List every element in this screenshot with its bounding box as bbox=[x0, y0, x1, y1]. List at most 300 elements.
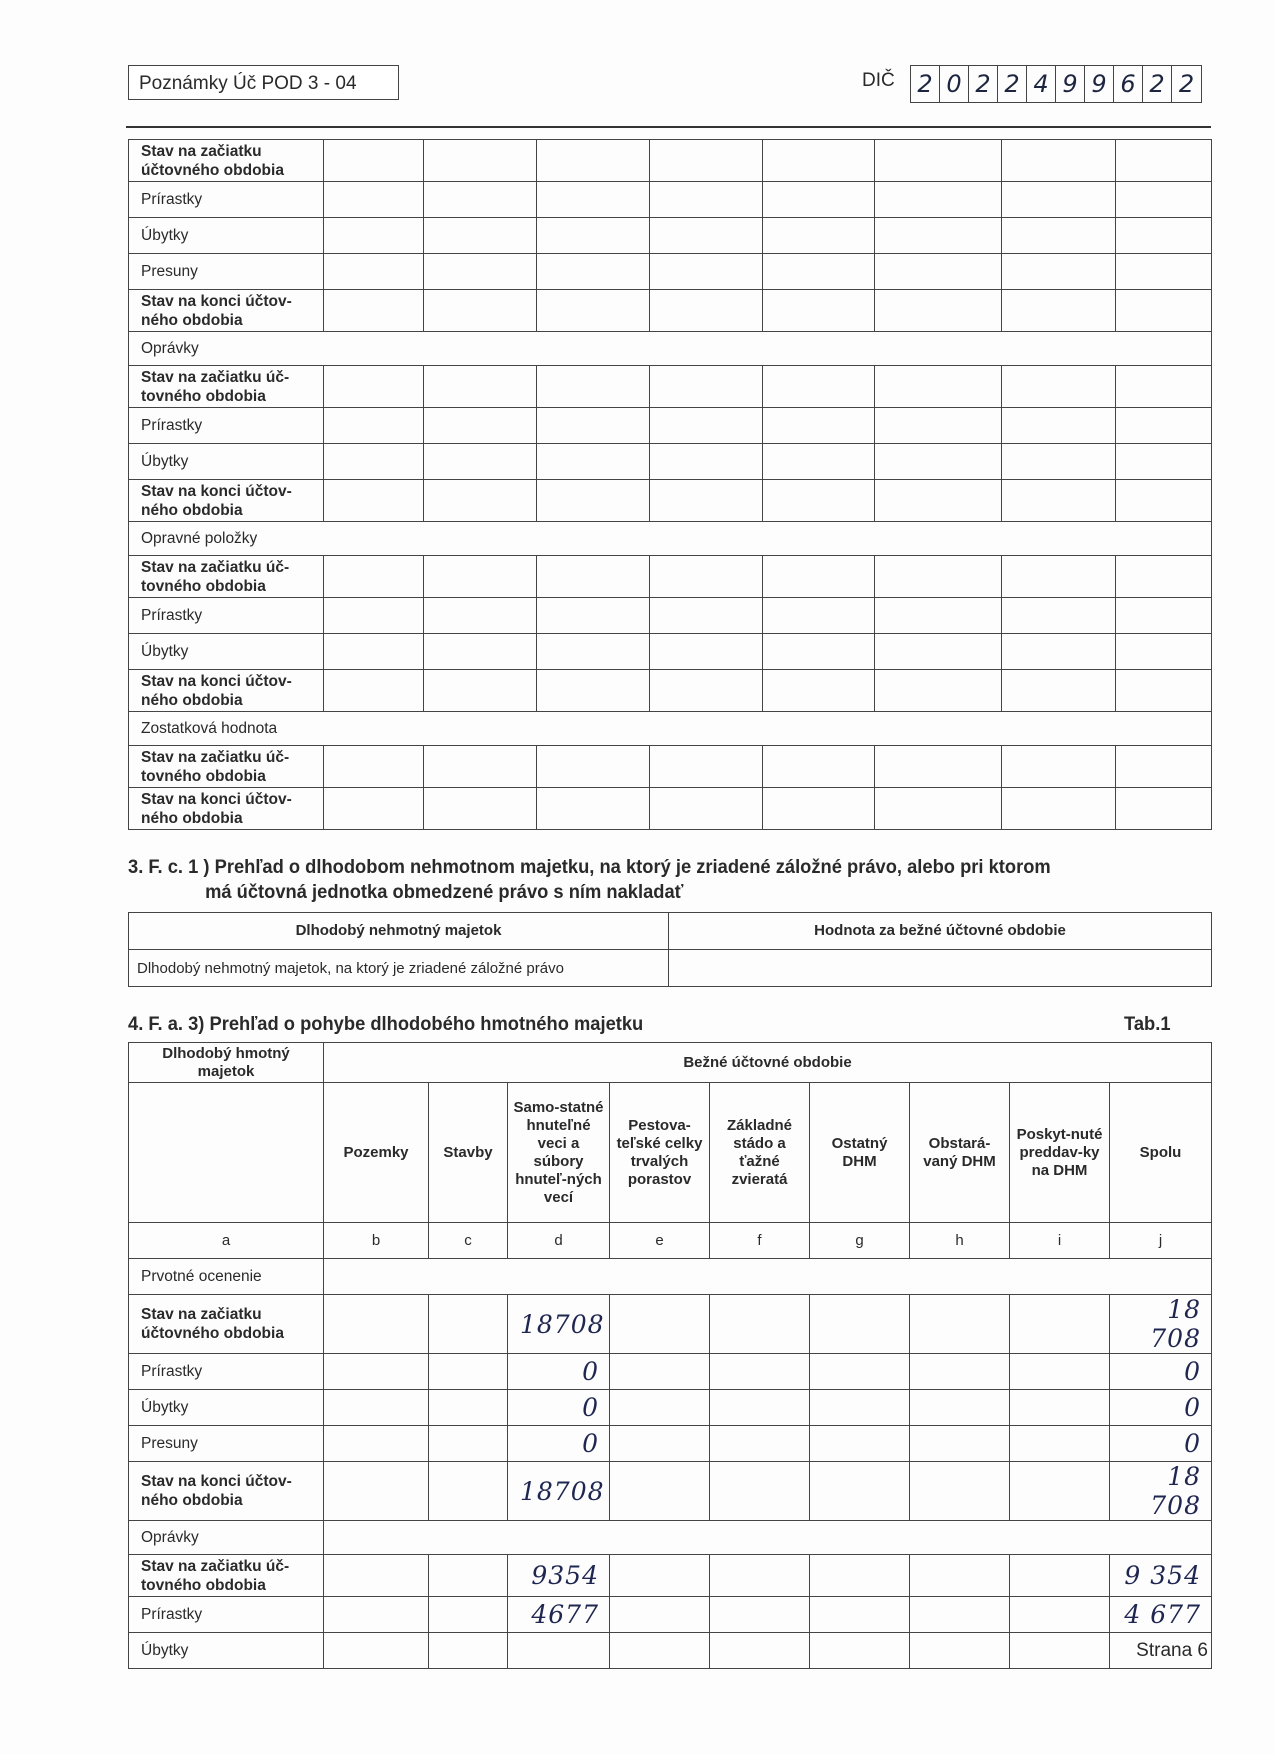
table-row bbox=[129, 1390, 1212, 1426]
value-cell[interactable] bbox=[1002, 254, 1116, 290]
value-cell[interactable] bbox=[424, 218, 537, 254]
value-cell[interactable]: 0 bbox=[1110, 1390, 1212, 1426]
value-cell[interactable] bbox=[875, 254, 1002, 290]
page-number: Strana 6 bbox=[1136, 1640, 1208, 1661]
value-cell[interactable] bbox=[1002, 290, 1116, 332]
value-cell[interactable] bbox=[875, 788, 1002, 830]
table-row bbox=[129, 712, 1212, 746]
col-letter: g bbox=[810, 1223, 910, 1259]
value-cell[interactable] bbox=[1002, 366, 1116, 408]
value-cell[interactable] bbox=[810, 1462, 910, 1521]
value-cell[interactable] bbox=[910, 1426, 1010, 1462]
value-cell[interactable] bbox=[1002, 408, 1116, 444]
value-cell[interactable] bbox=[324, 1426, 429, 1462]
value-cell[interactable] bbox=[710, 1426, 810, 1462]
value-cell[interactable] bbox=[324, 366, 424, 408]
value-cell[interactable] bbox=[324, 1555, 429, 1597]
value-cell[interactable] bbox=[424, 140, 537, 182]
row-label: Zostatková hodnota bbox=[129, 712, 324, 746]
corner-header: Dlhodobý hmotný majetok bbox=[129, 1043, 324, 1083]
col-letter: h bbox=[910, 1223, 1010, 1259]
section-spacer bbox=[324, 332, 1212, 366]
value-cell[interactable] bbox=[763, 788, 875, 830]
value-cell[interactable] bbox=[763, 366, 875, 408]
value-cell[interactable]: 18 708 bbox=[1110, 1295, 1212, 1354]
value-cell[interactable] bbox=[610, 1597, 710, 1633]
row-label: Úbytky bbox=[129, 634, 324, 670]
value-cell[interactable]: 18708 bbox=[508, 1295, 610, 1354]
value-cell[interactable] bbox=[324, 408, 424, 444]
row-label: Úbytky bbox=[129, 1390, 324, 1426]
dic-digit[interactable]: 4 bbox=[1027, 66, 1056, 102]
value-cell[interactable] bbox=[1002, 444, 1116, 480]
col-letter: i bbox=[1010, 1223, 1110, 1259]
value-cell[interactable] bbox=[650, 444, 763, 480]
dic-digit[interactable]: 2 bbox=[1178, 70, 1195, 98]
value-cell[interactable] bbox=[429, 1555, 508, 1597]
value-cell[interactable] bbox=[537, 408, 650, 444]
value-cell[interactable] bbox=[1116, 140, 1212, 182]
value-cell[interactable] bbox=[1010, 1462, 1110, 1521]
table-row bbox=[129, 1426, 1212, 1462]
value-cell[interactable] bbox=[424, 634, 537, 670]
value-cell[interactable] bbox=[810, 1597, 910, 1633]
value-cell[interactable] bbox=[1010, 1633, 1110, 1669]
col-header: Pestova-teľské celky trvalých porastov bbox=[610, 1083, 710, 1223]
table-row bbox=[129, 332, 1212, 366]
value-cell[interactable] bbox=[1116, 254, 1212, 290]
value-cell[interactable] bbox=[650, 480, 763, 522]
value-cell[interactable] bbox=[910, 1295, 1010, 1354]
value-cell[interactable] bbox=[1116, 444, 1212, 480]
value-cell[interactable] bbox=[650, 254, 763, 290]
row-label: Oprávky bbox=[129, 332, 324, 366]
value-cell[interactable] bbox=[810, 1295, 910, 1354]
value-cell[interactable] bbox=[875, 290, 1002, 332]
col-letter: b bbox=[324, 1223, 429, 1259]
value-cell[interactable] bbox=[1116, 366, 1212, 408]
header-divider bbox=[126, 126, 1211, 128]
value-cell[interactable] bbox=[424, 556, 537, 598]
value-cell[interactable] bbox=[1010, 1295, 1110, 1354]
value-cell[interactable] bbox=[537, 598, 650, 634]
table-row bbox=[129, 746, 1212, 788]
value-cell[interactable] bbox=[508, 1633, 610, 1669]
col-letter: c bbox=[429, 1223, 508, 1259]
value-cell[interactable] bbox=[710, 1597, 810, 1633]
table-row bbox=[129, 444, 1212, 480]
col-letter: a bbox=[129, 1223, 324, 1259]
row-label: Prírastky bbox=[129, 182, 324, 218]
value-cell[interactable] bbox=[763, 182, 875, 218]
value-cell[interactable] bbox=[1002, 480, 1116, 522]
period-header: Bežné účtovné obdobie bbox=[324, 1043, 1212, 1083]
value-cell[interactable] bbox=[1116, 670, 1212, 712]
value-cell[interactable] bbox=[1002, 182, 1116, 218]
value-cell[interactable] bbox=[537, 746, 650, 788]
value-cell[interactable] bbox=[537, 182, 650, 218]
value-cell[interactable] bbox=[324, 598, 424, 634]
value-cell[interactable] bbox=[875, 480, 1002, 522]
value-cell[interactable] bbox=[1002, 598, 1116, 634]
table-row bbox=[129, 182, 1212, 218]
row-label: Stav na začiatku úč-tovného obdobia bbox=[129, 1555, 324, 1597]
value-cell[interactable] bbox=[650, 182, 763, 218]
section-spacer bbox=[324, 1521, 1212, 1555]
value-cell[interactable] bbox=[610, 1633, 710, 1669]
dic-label: DIČ bbox=[862, 70, 895, 91]
value-cell[interactable] bbox=[763, 670, 875, 712]
value-cell[interactable] bbox=[610, 1555, 710, 1597]
row-label: Prírastky bbox=[129, 1597, 324, 1633]
value-cell[interactable] bbox=[910, 1390, 1010, 1426]
table-row bbox=[129, 788, 1212, 830]
value-cell[interactable] bbox=[650, 634, 763, 670]
table-row bbox=[129, 290, 1212, 332]
value-cell[interactable] bbox=[424, 290, 537, 332]
value-cell[interactable] bbox=[875, 218, 1002, 254]
row-label: Prírastky bbox=[129, 408, 324, 444]
dic-digit[interactable]: 2 bbox=[1143, 66, 1172, 102]
dic-digit[interactable]: 2 bbox=[998, 66, 1027, 102]
value-cell[interactable]: 0 bbox=[1110, 1426, 1212, 1462]
value-cell[interactable] bbox=[324, 1295, 429, 1354]
value-cell[interactable] bbox=[710, 1354, 810, 1390]
section-spacer bbox=[324, 522, 1212, 556]
value-cell[interactable] bbox=[324, 746, 424, 788]
value-cell[interactable] bbox=[669, 950, 1212, 987]
table-row bbox=[129, 522, 1212, 556]
value-cell[interactable] bbox=[650, 140, 763, 182]
col-letter: j bbox=[1110, 1223, 1212, 1259]
value-cell[interactable] bbox=[650, 366, 763, 408]
value-cell[interactable] bbox=[429, 1354, 508, 1390]
value-cell[interactable] bbox=[1116, 408, 1212, 444]
section-4fa3-heading: 4. F. a. 3) Prehľad o pohybe dlhodobého hmotného majetku bbox=[128, 1013, 644, 1035]
heading-line-2: má účtovná jednotka obmedzené právo s ním nakladať bbox=[205, 881, 684, 903]
col-header: Ostatný DHM bbox=[810, 1083, 910, 1223]
tangible-asset-movement-table bbox=[128, 1042, 1212, 1669]
row-label: Stav na začiatku úč-tovného obdobia bbox=[129, 746, 324, 788]
row-label: Stav na začiatku úč-tovného obdobia bbox=[129, 556, 324, 598]
row-label: Dlhodobý nehmotný majetok, na ktorý je zriadené záložné právo bbox=[129, 950, 669, 987]
value-cell[interactable] bbox=[1116, 598, 1212, 634]
dic-digit[interactable]: 6 bbox=[1114, 66, 1143, 102]
value-cell[interactable]: 4677 bbox=[508, 1597, 610, 1633]
col-header: Samo-statné hnuteľné veci a súbory hnuteľ-ných vecí bbox=[508, 1083, 610, 1223]
value-cell[interactable] bbox=[810, 1555, 910, 1597]
column-header-row bbox=[129, 1083, 1212, 1223]
value-cell[interactable] bbox=[610, 1426, 710, 1462]
value-cell[interactable] bbox=[1010, 1597, 1110, 1633]
col-header-asset: Dlhodobý nehmotný majetok bbox=[129, 913, 669, 950]
value-cell[interactable] bbox=[424, 746, 537, 788]
value-cell[interactable] bbox=[424, 366, 537, 408]
form-code-box bbox=[128, 65, 399, 100]
value-cell[interactable] bbox=[424, 182, 537, 218]
row-label: Opravné položky bbox=[129, 522, 324, 556]
value-cell[interactable] bbox=[1116, 182, 1212, 218]
value-cell[interactable] bbox=[1116, 290, 1212, 332]
value-cell[interactable] bbox=[763, 444, 875, 480]
value-cell[interactable] bbox=[710, 1555, 810, 1597]
value-cell[interactable] bbox=[1002, 746, 1116, 788]
value-cell[interactable] bbox=[610, 1354, 710, 1390]
value-cell[interactable] bbox=[324, 1597, 429, 1633]
value-cell[interactable] bbox=[810, 1390, 910, 1426]
value-cell[interactable] bbox=[650, 290, 763, 332]
value-cell[interactable] bbox=[875, 670, 1002, 712]
section-3fc1-heading bbox=[128, 855, 1181, 905]
value-cell[interactable] bbox=[763, 254, 875, 290]
value-cell[interactable] bbox=[324, 634, 424, 670]
row-label: Úbytky bbox=[129, 444, 324, 480]
table-row bbox=[129, 366, 1212, 408]
table-row bbox=[129, 140, 1212, 182]
value-cell[interactable] bbox=[324, 1354, 429, 1390]
value-cell[interactable] bbox=[1116, 556, 1212, 598]
value-cell[interactable] bbox=[763, 140, 875, 182]
value-cell[interactable] bbox=[1116, 480, 1212, 522]
value-cell[interactable] bbox=[537, 556, 650, 598]
value-cell[interactable] bbox=[429, 1390, 508, 1426]
dic-digit[interactable]: 2 bbox=[911, 66, 940, 102]
table-row bbox=[129, 556, 1212, 598]
value-cell[interactable] bbox=[810, 1426, 910, 1462]
value-cell[interactable]: 9 354 bbox=[1110, 1555, 1212, 1597]
row-label: Stav na konci účtov-ného obdobia bbox=[129, 480, 324, 522]
dic-digit[interactable]: 0 bbox=[940, 66, 969, 102]
table-row bbox=[129, 598, 1212, 634]
table-row bbox=[129, 634, 1212, 670]
value-cell[interactable] bbox=[650, 670, 763, 712]
value-cell[interactable] bbox=[910, 1597, 1010, 1633]
value-cell[interactable] bbox=[875, 140, 1002, 182]
value-cell[interactable] bbox=[537, 218, 650, 254]
value-cell[interactable]: 18708 bbox=[508, 1462, 610, 1521]
value-cell[interactable]: 0 bbox=[508, 1354, 610, 1390]
value-cell[interactable] bbox=[1010, 1354, 1110, 1390]
value-cell[interactable]: 0 bbox=[508, 1426, 610, 1462]
value-cell[interactable] bbox=[324, 182, 424, 218]
table-row bbox=[129, 254, 1212, 290]
value-cell[interactable] bbox=[537, 140, 650, 182]
dic-field[interactable] bbox=[910, 65, 1202, 103]
value-cell[interactable] bbox=[324, 670, 424, 712]
col-letter: d bbox=[508, 1223, 610, 1259]
value-cell[interactable] bbox=[710, 1295, 810, 1354]
value-cell[interactable] bbox=[763, 290, 875, 332]
value-cell[interactable] bbox=[424, 444, 537, 480]
table-row bbox=[129, 218, 1212, 254]
table-row bbox=[129, 408, 1212, 444]
row-label: Úbytky bbox=[129, 218, 324, 254]
value-cell[interactable] bbox=[875, 408, 1002, 444]
heading-line-1: 3. F. c. 1 ) Prehľad o dlhodobom nehmotnom majetku, na ktorý je zriadené záložné právo, alebo pri ktorom bbox=[128, 856, 1051, 878]
value-cell[interactable] bbox=[324, 254, 424, 290]
value-cell[interactable] bbox=[763, 408, 875, 444]
table-row bbox=[129, 1633, 1212, 1669]
value-cell[interactable]: 4 677 bbox=[1110, 1597, 1212, 1633]
value-cell[interactable] bbox=[429, 1462, 508, 1521]
value-cell[interactable] bbox=[1010, 1390, 1110, 1426]
row-label: Stav na začiatku úč-tovného obdobia bbox=[129, 366, 324, 408]
value-cell[interactable] bbox=[429, 1426, 508, 1462]
value-cell[interactable] bbox=[324, 140, 424, 182]
row-label: Stav na začiatku účtovného obdobia bbox=[129, 140, 324, 182]
col-header: Základné stádo a ťažné zvieratá bbox=[710, 1083, 810, 1223]
value-cell[interactable] bbox=[763, 480, 875, 522]
dic-digit[interactable]: 9 bbox=[1056, 66, 1085, 102]
value-cell[interactable] bbox=[875, 598, 1002, 634]
value-cell[interactable] bbox=[1116, 788, 1212, 830]
col-header: Poskyt-nuté preddav-ky na DHM bbox=[1010, 1083, 1110, 1223]
table-row bbox=[129, 1295, 1212, 1354]
value-cell[interactable] bbox=[424, 670, 537, 712]
table-row bbox=[129, 1354, 1212, 1390]
col-header-value: Hodnota za bežné účtovné obdobie bbox=[669, 913, 1212, 950]
value-cell[interactable] bbox=[875, 366, 1002, 408]
value-cell[interactable] bbox=[910, 1462, 1010, 1521]
value-cell[interactable] bbox=[710, 1462, 810, 1521]
dic-digit[interactable]: 2 bbox=[969, 66, 998, 102]
section-spacer bbox=[324, 1259, 1212, 1295]
value-cell[interactable] bbox=[910, 1354, 1010, 1390]
value-cell[interactable] bbox=[763, 556, 875, 598]
value-cell[interactable] bbox=[537, 444, 650, 480]
section-spacer bbox=[324, 712, 1212, 746]
row-label: Úbytky bbox=[129, 1633, 324, 1669]
value-cell[interactable] bbox=[424, 598, 537, 634]
value-cell[interactable] bbox=[324, 788, 424, 830]
value-cell[interactable] bbox=[324, 1462, 429, 1521]
row-label: Prírastky bbox=[129, 1354, 324, 1390]
table-row bbox=[129, 1597, 1212, 1633]
value-cell[interactable] bbox=[1002, 634, 1116, 670]
value-cell[interactable] bbox=[429, 1295, 508, 1354]
value-cell[interactable] bbox=[650, 556, 763, 598]
pledged-intangible-table bbox=[128, 912, 1212, 987]
value-cell[interactable] bbox=[1116, 218, 1212, 254]
value-cell[interactable] bbox=[650, 408, 763, 444]
col-letter: f bbox=[710, 1223, 810, 1259]
value-cell[interactable] bbox=[424, 788, 537, 830]
value-cell[interactable] bbox=[429, 1633, 508, 1669]
value-cell[interactable] bbox=[1002, 556, 1116, 598]
value-cell[interactable] bbox=[324, 290, 424, 332]
value-cell[interactable] bbox=[429, 1597, 508, 1633]
value-cell[interactable] bbox=[875, 182, 1002, 218]
col-header: Obstará-vaný DHM bbox=[910, 1083, 1010, 1223]
value-cell[interactable] bbox=[324, 1633, 429, 1669]
value-cell[interactable] bbox=[537, 670, 650, 712]
tab-label: Tab.1 bbox=[1124, 1013, 1171, 1035]
value-cell[interactable] bbox=[1010, 1555, 1110, 1597]
row-label: Stav na konci účtov-ného obdobia bbox=[129, 290, 324, 332]
col-header: Pozemky bbox=[324, 1083, 429, 1223]
value-cell[interactable] bbox=[1010, 1426, 1110, 1462]
row-label: Stav na konci účtov-ného obdobia bbox=[129, 670, 324, 712]
value-cell[interactable] bbox=[910, 1633, 1010, 1669]
value-cell[interactable] bbox=[650, 598, 763, 634]
value-cell[interactable] bbox=[610, 1390, 710, 1426]
value-cell[interactable] bbox=[810, 1633, 910, 1669]
value-cell[interactable] bbox=[710, 1390, 810, 1426]
value-cell[interactable]: 0 bbox=[1110, 1354, 1212, 1390]
row-label: Presuny bbox=[129, 1426, 324, 1462]
value-cell[interactable] bbox=[875, 634, 1002, 670]
value-cell[interactable] bbox=[424, 254, 537, 290]
table-row bbox=[129, 1521, 1212, 1555]
value-cell[interactable] bbox=[1002, 218, 1116, 254]
dic-digit[interactable]: 9 bbox=[1085, 66, 1114, 102]
value-cell[interactable] bbox=[537, 788, 650, 830]
value-cell[interactable] bbox=[875, 444, 1002, 480]
value-cell[interactable] bbox=[763, 598, 875, 634]
value-cell[interactable] bbox=[537, 366, 650, 408]
top-movement-table bbox=[128, 139, 1212, 830]
value-cell[interactable] bbox=[424, 480, 537, 522]
value-cell[interactable] bbox=[910, 1555, 1010, 1597]
value-cell[interactable] bbox=[763, 218, 875, 254]
value-cell[interactable] bbox=[650, 218, 763, 254]
value-cell[interactable] bbox=[1116, 634, 1212, 670]
table-row bbox=[129, 1259, 1212, 1295]
value-cell[interactable] bbox=[537, 634, 650, 670]
form-code: Poznámky Úč POD 3 - 04 bbox=[139, 73, 357, 94]
value-cell[interactable] bbox=[1002, 140, 1116, 182]
header-row bbox=[129, 1043, 1212, 1083]
value-cell[interactable] bbox=[324, 480, 424, 522]
value-cell[interactable] bbox=[324, 556, 424, 598]
value-cell[interactable] bbox=[650, 746, 763, 788]
value-cell[interactable] bbox=[537, 254, 650, 290]
value-cell[interactable] bbox=[610, 1462, 710, 1521]
value-cell[interactable] bbox=[1002, 670, 1116, 712]
row-label: Stav na konci účtov-ného obdobia bbox=[129, 1462, 324, 1521]
table-row bbox=[129, 1462, 1212, 1521]
empty-header-cell bbox=[129, 1083, 324, 1223]
value-cell[interactable] bbox=[324, 1390, 429, 1426]
value-cell[interactable]: 0 bbox=[508, 1390, 610, 1426]
value-cell[interactable] bbox=[1116, 746, 1212, 788]
value-cell[interactable]: 18 708 bbox=[1110, 1462, 1212, 1521]
row-label: Stav na začiatku účtovného obdobia bbox=[129, 1295, 324, 1354]
value-cell[interactable] bbox=[424, 408, 537, 444]
col-letter: e bbox=[610, 1223, 710, 1259]
value-cell[interactable] bbox=[763, 634, 875, 670]
value-cell[interactable]: 9354 bbox=[508, 1555, 610, 1597]
row-label: Oprávky bbox=[129, 1521, 324, 1555]
value-cell[interactable] bbox=[610, 1295, 710, 1354]
row-label: Prírastky bbox=[129, 598, 324, 634]
value-cell[interactable] bbox=[810, 1354, 910, 1390]
table-row bbox=[129, 1555, 1212, 1597]
col-header: Stavby bbox=[429, 1083, 508, 1223]
value-cell[interactable] bbox=[537, 290, 650, 332]
value-cell[interactable] bbox=[763, 746, 875, 788]
value-cell[interactable] bbox=[710, 1633, 810, 1669]
value-cell[interactable] bbox=[875, 746, 1002, 788]
table-row bbox=[129, 670, 1212, 712]
row-label: Prvotné ocenenie bbox=[129, 1259, 324, 1295]
value-cell[interactable] bbox=[324, 218, 424, 254]
value-cell[interactable] bbox=[875, 556, 1002, 598]
value-cell[interactable] bbox=[324, 444, 424, 480]
value-cell[interactable] bbox=[537, 480, 650, 522]
value-cell[interactable] bbox=[1002, 788, 1116, 830]
value-cell[interactable] bbox=[650, 788, 763, 830]
